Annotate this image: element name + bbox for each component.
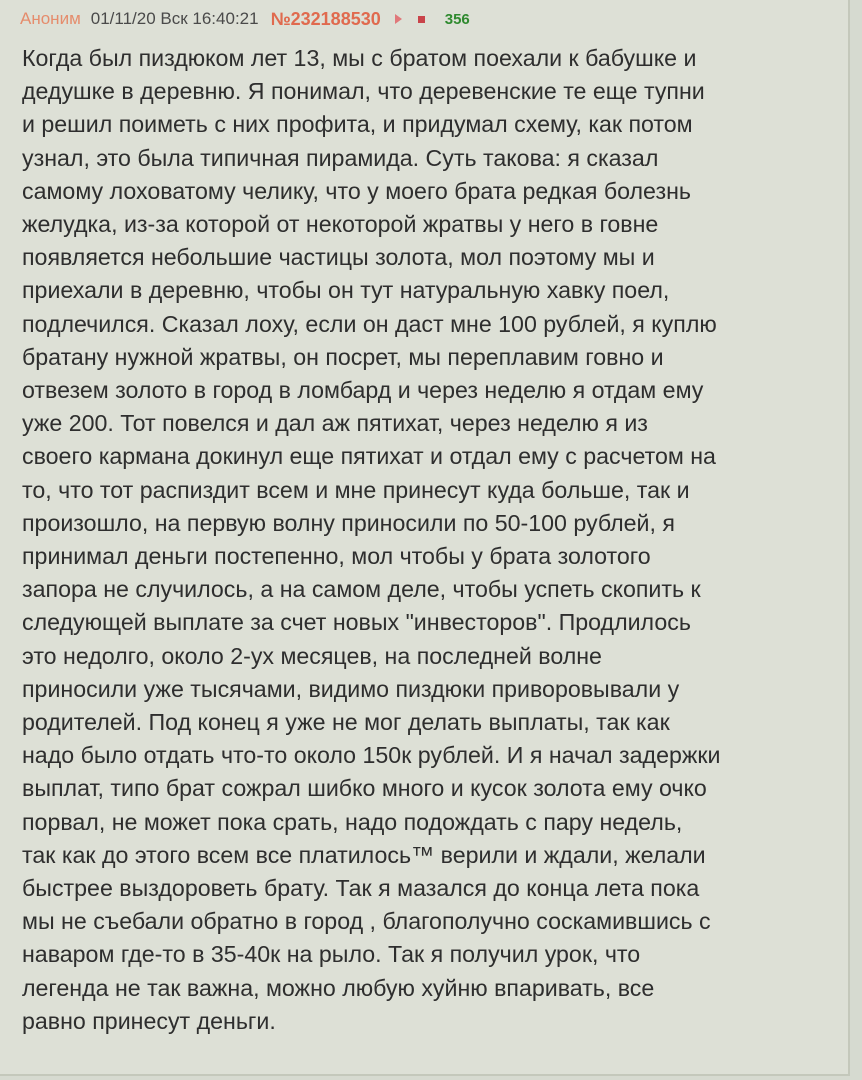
post-body-line: быстрее выздороветь брату. Так я мазался до конца лета пока: [22, 875, 700, 902]
post-body-line: мы не съебали обратно в город , благополучно соскамившись с: [22, 908, 711, 935]
post-body-line: произошло, на первую волну приносили по 50-100 рублей, я: [22, 509, 675, 536]
post-body-line: надо было отдать что-то около 150к рублей. И я начал задержки: [22, 742, 721, 769]
post-body-line: своего кармана докинул еще пятихат и отдал ему с расчетом на: [22, 443, 716, 470]
post-body-line: появляется небольшие частицы золота, мол поэтому мы и: [22, 244, 655, 271]
post-body-line: братану нужной жратвы, он посрет, мы переплавим говно и: [22, 343, 664, 370]
post-body-line: запора не случилось, а на самом деле, чтобы успеть скопить к: [22, 576, 701, 603]
post-body-line: Когда был пиздюком лет 13, мы с братом поехали к бабушке и: [22, 45, 697, 71]
post-body-line: приехали в деревню, чтобы он тут натуральную хавку поел,: [22, 277, 670, 304]
stop-square-icon[interactable]: [418, 16, 425, 23]
post-header: [20, 6, 470, 32]
post-author[interactable]: Аноним: [20, 9, 81, 28]
post-body-line: самому лоховатому челику, что у моего брата редкая болезнь: [22, 177, 691, 204]
post-body-line: равно принесут деньги.: [22, 1007, 276, 1034]
post-body-line: это недолго, около 2-ух месяцев, на последней волне: [22, 642, 602, 669]
post-body-line: следующей выплате за счет новых "инвесторов". Продлилось: [22, 609, 691, 636]
post-body-line: дедушке в деревню. Я понимал, что деревенские те еще тупни: [22, 78, 705, 105]
post-body-line: наваром где-то в 35-40к на рыло. Так я получил урок, что: [22, 941, 641, 968]
post-body-line: принимал деньги постепенно, мол чтобы у брата золотого: [22, 543, 651, 570]
post-body-line: легенда не так важна, можно любую хуйню впаривать, все: [22, 974, 655, 1001]
post-body-line: приносили уже тысячами, видимо пиздюки приворовывали у: [22, 675, 680, 702]
post-body: [22, 42, 837, 1038]
post-body-line: подлечился. Сказал лоху, если он даст мне 100 рублей, я куплю: [22, 310, 717, 337]
post-body-line: и решил поиметь с них профита, и придумал схему, как потом: [22, 111, 693, 138]
post-body-line: выплат, типо брат сожрал шибко много и кусок золота ему очко: [22, 775, 707, 802]
post-body-line: отвезем золото в город в ломбард и через неделю я отдам ему: [22, 377, 704, 404]
play-arrow-icon[interactable]: [395, 14, 402, 24]
post-body-line: порвал, не может пока срать, надо подождать с пару недель,: [22, 808, 683, 835]
post-datetime: 01/11/20 Вск 16:40:21: [90, 9, 259, 28]
post-counter: 356: [444, 10, 470, 28]
post-number-link[interactable]: №232188530: [270, 8, 381, 29]
post-body-line: родителей. Под конец я уже не мог делать выплаты, так как: [22, 709, 670, 736]
post-body-line: узнал, это была типичная пирамида. Суть такова: я сказал: [22, 144, 659, 171]
post-body-line: так как до этого всем все платилось™ верили и ждали, желали: [22, 841, 706, 868]
post-body-line: желудка, из-за которой от некоторой жратвы у него в говне: [22, 211, 659, 238]
post-body-line: уже 200. Тот повелся и дал аж пятихат, через неделю я из: [22, 410, 648, 437]
post-body-line: то, что тот распиздит всем и мне принесут куда больше, так и: [22, 476, 690, 503]
